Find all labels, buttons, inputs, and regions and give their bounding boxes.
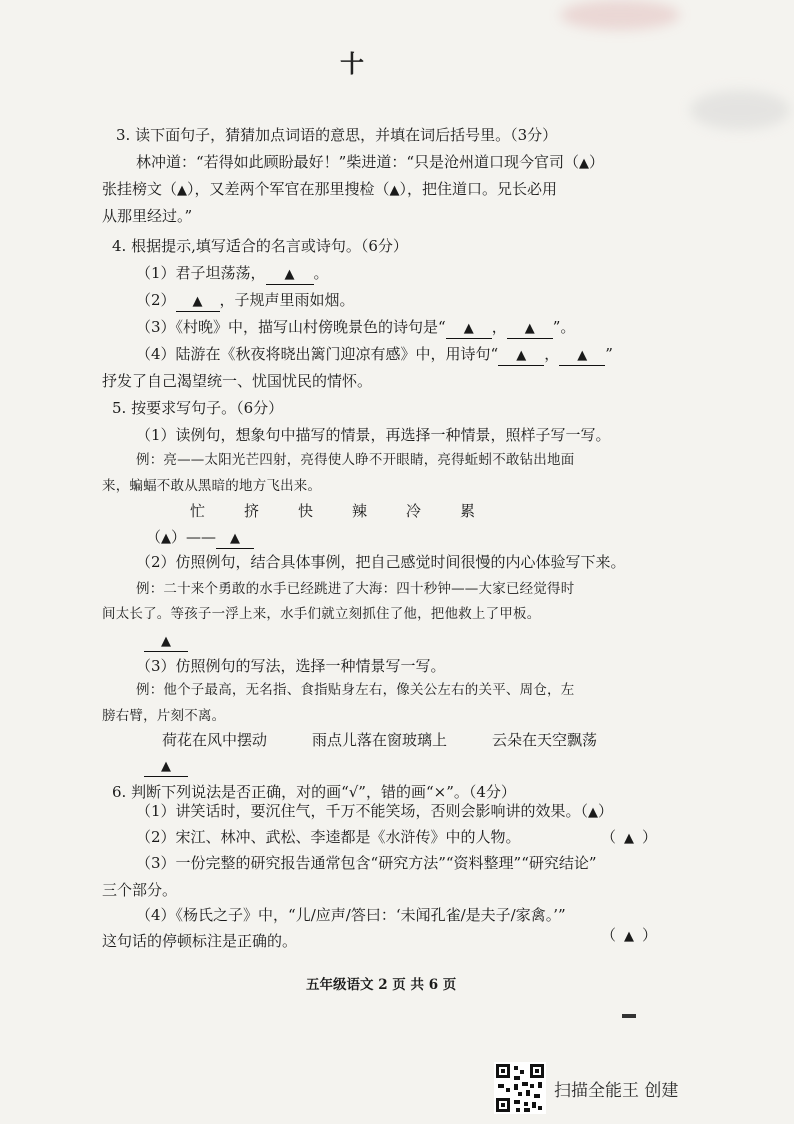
q5-title: 5. 按要求写句子。（6分） (112, 399, 284, 417)
q6-item4-answer: （ ▲ ） (601, 926, 658, 944)
answer-triangle[interactable]: ▲ (389, 183, 400, 198)
q4-title: 4. 根据提示,填写适合的名言或诗句。（6分） (112, 237, 408, 255)
word-option: 快 (298, 502, 314, 520)
answer-blank[interactable] (559, 344, 605, 366)
q5-example3-cont: 膀右臂，片刻不离。 (102, 708, 226, 724)
qr-code-icon (494, 1062, 546, 1114)
q5-part3: （3）仿照例句的写法，选择一种情景写一写。 (136, 657, 446, 675)
answer-triangle: ▲ (516, 348, 527, 363)
q6-item4: （4）《杨氏之子》中，“儿/应声/答曰：‘未闻孔雀/是夫子/家禽。’” (136, 906, 566, 924)
q4-item1: （1）君子坦荡荡， ▲ 。 (136, 263, 329, 285)
answer-triangle[interactable]: ▲ (177, 183, 188, 198)
q4-item2: （2） ▲ ，子规声里雨如烟。 (136, 290, 355, 312)
scan-mark (622, 1014, 636, 1018)
q6-item2: （2）宋江、林冲、武松、李逵都是《水浒传》中的人物。 (136, 828, 521, 846)
answer-blank[interactable] (216, 527, 254, 549)
word-option: 忙 (190, 502, 206, 520)
q4-item4-cont: 抒发了自己渴望统一、忧国忧民的情怀。 (102, 372, 373, 390)
answer-triangle[interactable]: ▲ (588, 805, 599, 820)
word-option: 累 (460, 502, 476, 520)
q5-example3: 例：他个子最高，无名指、食指贴身左右，像关公左右的关平、周仓，左 (136, 682, 575, 698)
answer-triangle[interactable]: ▲ (579, 156, 590, 171)
answer-triangle: ▲ (577, 348, 588, 363)
answer-triangle: ▲ (230, 531, 241, 546)
answer-triangle[interactable]: ▲ (624, 929, 635, 944)
scene-option: 云朵在天空飘荡 (492, 731, 598, 749)
q4-item3: （3）《村晚》中，描写山村傍晚景色的诗句是“ ▲ ， ▲ ”。 (136, 317, 575, 339)
q5-answer3 (144, 755, 188, 777)
q5-answer1: （▲）—— ▲ (146, 527, 254, 549)
top-mark: 十 (340, 49, 364, 78)
answer-blank[interactable] (507, 317, 553, 339)
word-option: 冷 (406, 502, 422, 520)
q6-item3-cont: 三个部分。 (102, 881, 178, 899)
q5-example2: 例：二十来个勇敢的水手已经跳进了大海：四十秒钟——大家已经觉得时 (136, 581, 575, 597)
q5-example1-cont: 来，蝙蝠不敢从黑暗的地方飞出来。 (102, 478, 322, 494)
answer-triangle: ▲ (524, 321, 535, 336)
answer-triangle[interactable]: ▲ (161, 531, 172, 546)
q6-item2-answer: （ ▲ ） (601, 828, 658, 846)
q5-part2: （2）仿照例句，结合具体事例，把自己感觉时间很慢的内心体验写下来。 (136, 553, 626, 571)
answer-triangle: ▲ (161, 759, 171, 774)
stain (690, 90, 790, 130)
q5-answer2 (144, 630, 188, 652)
scanner-watermark: 扫描全能王 创建 (554, 1081, 679, 1101)
word-option: 挤 (244, 502, 260, 520)
word-option: 辣 (352, 502, 368, 520)
q6-title: 6. 判断下列说法是否正确，对的画“√”，错的画“×”。（4分） (112, 783, 516, 801)
page-footer: 五年级语文 2 页 共 6 页 (306, 977, 457, 993)
answer-blank[interactable] (144, 630, 188, 652)
answer-triangle: ▲ (284, 267, 295, 282)
scene-option: 荷花在风中摆动 (162, 731, 268, 749)
answer-blank[interactable] (176, 290, 220, 312)
answer-triangle[interactable]: ▲ (624, 831, 635, 846)
answer-blank[interactable] (446, 317, 492, 339)
stain (560, 0, 680, 30)
q4-item4: （4）陆游在《秋夜将晓出篱门迎凉有感》中，用诗句“ ▲ ， ▲ ” (136, 344, 613, 366)
q3-line2: 张挂榜文（▲），又差两个军官在那里搜检（▲），把住道口。兄长必用 (102, 180, 558, 198)
q6-item4-cont: 这句话的停顿标注是正确的。 (102, 932, 298, 950)
q6-item3: （3）一份完整的研究报告通常包含“研究方法”“资料整理”“研究结论” (136, 854, 597, 872)
answer-blank[interactable] (498, 344, 544, 366)
q3-line1: 林冲道：“若得如此顾盼最好！”柴进道：“只是沧州道口现今官司（▲） (136, 153, 605, 171)
q5-example1: 例：亮——太阳光芒四射，亮得使人睁不开眼睛，亮得蚯蚓不敢钻出地面 (136, 452, 575, 468)
answer-triangle: ▲ (192, 294, 203, 309)
q5-part1: （1）读例句，想象句中描写的情景，再选择一种情景，照样子写一写。 (136, 426, 611, 444)
q3-line3: 从那里经过。” (102, 207, 193, 225)
answer-blank[interactable] (266, 263, 314, 285)
answer-triangle: ▲ (161, 634, 171, 649)
scene-option: 雨点儿落在窗玻璃上 (312, 731, 448, 749)
q3-title: 3. 读下面句子，猜猜加点词语的意思，并填在词后括号里。（3分） (116, 126, 558, 144)
q5-example2-cont: 间太长了。等孩子一浮上来，水手们就立刻抓住了他，把他救上了甲板。 (102, 606, 541, 622)
answer-blank[interactable] (144, 755, 188, 777)
answer-triangle: ▲ (463, 321, 474, 336)
q6-item1: （1）讲笑话时，要沉住气，千万不能笑场，否则会影响讲的效果。（▲） (136, 802, 614, 820)
